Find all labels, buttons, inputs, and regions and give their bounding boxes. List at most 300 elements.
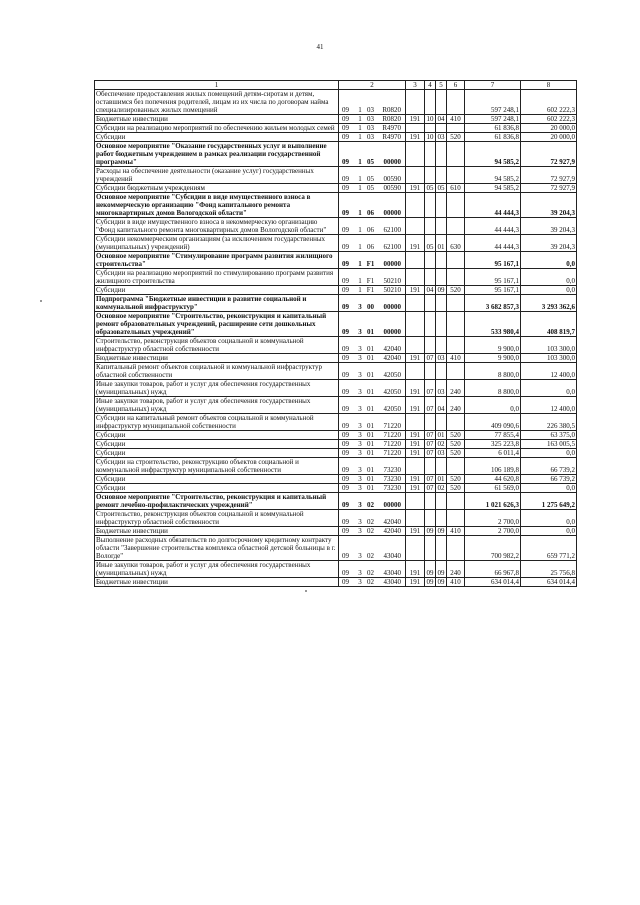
row-value-8: 0,0 [521, 380, 577, 397]
row-col4 [425, 90, 436, 115]
code-part: 09 [342, 431, 349, 439]
code-part: F1 [366, 286, 375, 294]
row-col3 [406, 414, 425, 431]
row-col4: 07 [426, 449, 434, 457]
row-code [339, 536, 406, 561]
row-value-8: 0,0 [521, 484, 577, 493]
code-part: 3 [358, 449, 362, 457]
row-code [339, 440, 406, 449]
row-name: Бюджетные инвестиции [95, 527, 339, 536]
row-value-7: 634 014,4 [465, 578, 521, 587]
row-col5 [436, 458, 447, 475]
code-part: 03 [367, 124, 374, 132]
row-col3: 191 [406, 354, 425, 363]
code-part: 09 [342, 345, 349, 353]
row-value-7: 95 167,1 [465, 252, 521, 269]
code-part: 3 [358, 371, 362, 379]
row-value-8: 226 380,5 [521, 414, 577, 431]
code-part: 00000 [383, 303, 401, 311]
row-value-8: 163 005,5 [521, 440, 577, 449]
row-value-8: 0,0 [521, 286, 577, 295]
code-part: 05 [367, 184, 374, 192]
row-col4: 07 [425, 380, 436, 397]
row-value-8: 72 927,9 [521, 167, 577, 184]
row-name: Основное мероприятие "Оказание государственных услуг и выполнение работ бюджетным учреждением в рамках реализации государственной программы" [95, 142, 339, 167]
row-col6 [447, 312, 465, 337]
row-col3: 191 [406, 578, 425, 587]
row-col3 [406, 90, 425, 115]
code-part: 00000 [383, 501, 401, 509]
row-col6: 410 [447, 527, 465, 536]
row-code [339, 493, 406, 510]
code-part: 43040 [383, 569, 401, 577]
row-col5 [436, 167, 447, 184]
code-part: 01 [367, 440, 374, 448]
row-col5: 05 [437, 184, 445, 192]
table-row [95, 269, 577, 286]
code-part: 1 [358, 124, 362, 132]
code-part: 09 [342, 209, 349, 217]
row-col4: 07 [426, 431, 434, 439]
row-value-8: 12 400,0 [521, 397, 577, 414]
row-value-8: 25 756,8 [521, 561, 577, 578]
code-part: 3 [358, 422, 362, 430]
row-col4: 10 [426, 133, 434, 141]
row-col6 [447, 414, 465, 431]
header-cell: 7 [465, 81, 521, 90]
row-col3: 191 [406, 286, 425, 295]
row-value-7: 61 836,8 [465, 124, 521, 133]
row-col4 [425, 414, 436, 431]
row-col6: 410 [447, 115, 465, 124]
row-col5: 03 [437, 449, 445, 457]
code-part: 06 [367, 209, 374, 217]
row-value-8: 0,0 [521, 252, 577, 269]
row-col4: 07 [426, 475, 434, 483]
row-code [339, 269, 406, 286]
row-value-8: 63 375,0 [521, 431, 577, 440]
code-part: 09 [342, 440, 349, 448]
row-code [339, 312, 406, 337]
row-col6 [447, 510, 465, 527]
row-name: Строительство, реконструкция объектов социальной и коммунальной инфраструктур областной собственности [95, 337, 339, 354]
row-col3: 191 [406, 440, 425, 449]
row-col4 [425, 337, 436, 354]
code-part: 09 [342, 527, 349, 535]
table-row [95, 124, 577, 133]
row-value-7: 325 223,8 [465, 440, 521, 449]
row-code [339, 484, 406, 493]
row-code [339, 193, 406, 218]
code-part: 09 [342, 569, 349, 577]
row-col5 [436, 295, 447, 312]
row-col5: 03 [436, 380, 447, 397]
row-col3: 191 [406, 184, 425, 193]
row-col4: 05 [426, 184, 434, 192]
header-cell: 3 [406, 81, 425, 90]
row-col6: 240 [447, 397, 465, 414]
row-value-7: 77 855,4 [465, 431, 521, 440]
row-name: Субсидии бюджетным учреждениям [95, 184, 339, 193]
row-col3: 191 [406, 431, 425, 440]
code-part: 01 [367, 345, 374, 353]
row-col6 [447, 536, 465, 561]
row-col3: 191 [406, 133, 425, 142]
code-part: 01 [367, 388, 374, 396]
row-value-7: 61 569,0 [465, 484, 521, 493]
row-value-7: 44 444,3 [465, 235, 521, 252]
row-code [339, 561, 406, 578]
row-col5 [436, 252, 447, 269]
code-part: 3 [358, 518, 362, 526]
row-col3: 191 [406, 475, 425, 484]
row-col3: 191 [406, 449, 425, 458]
code-part: 50210 [383, 277, 401, 285]
row-col5: 09 [437, 527, 445, 535]
row-col5 [436, 493, 447, 510]
row-value-7: 95 167,1 [465, 286, 521, 295]
row-col4: 09 [425, 561, 436, 578]
table-row [95, 252, 577, 269]
row-name: Субсидии на строительство, реконструкцию объектов социальной и коммунальной инфраструктур муниципальной собственности [95, 458, 339, 475]
code-part: 02 [367, 518, 374, 526]
row-col6: 520 [447, 440, 465, 449]
code-part: 73230 [383, 475, 401, 483]
code-part: 3 [358, 484, 362, 492]
code-part: 01 [367, 405, 374, 413]
row-name: Иные закупки товаров, работ и услуг для обеспечения государственных (муниципальных) нужд [95, 397, 339, 414]
table-row [95, 527, 577, 536]
table-row [95, 167, 577, 184]
code-part: 01 [367, 449, 374, 457]
row-value-8: 66 739,2 [521, 475, 577, 484]
row-value-7: 2 700,0 [465, 527, 521, 536]
row-col6 [447, 493, 465, 510]
code-part: 42040 [383, 527, 401, 535]
row-col6 [447, 295, 465, 312]
row-value-7: 44 444,3 [465, 218, 521, 235]
row-value-8: 72 927,9 [521, 142, 577, 167]
code-part: 03 [367, 115, 374, 123]
row-value-7: 8 800,0 [465, 380, 521, 397]
row-col5 [436, 536, 447, 561]
row-col4 [425, 493, 436, 510]
row-col3 [406, 337, 425, 354]
code-part: 00000 [383, 158, 401, 166]
row-col6: 630 [447, 235, 465, 252]
row-col4 [425, 510, 436, 527]
code-part: 09 [342, 475, 349, 483]
row-col5 [436, 142, 447, 167]
row-col6 [447, 458, 465, 475]
table-row [95, 536, 577, 561]
code-part: 02 [367, 569, 374, 577]
code-part: 09 [342, 286, 349, 294]
row-value-7: 66 967,8 [465, 561, 521, 578]
code-part: 62100 [383, 226, 401, 234]
row-code [339, 252, 406, 269]
row-value-7: 61 836,8 [465, 133, 521, 142]
code-part: 42050 [383, 388, 401, 396]
row-code [339, 578, 406, 587]
row-col5 [436, 414, 447, 431]
row-col4 [425, 269, 436, 286]
row-col5 [436, 337, 447, 354]
row-col3 [406, 218, 425, 235]
row-value-8: 39 204,3 [521, 193, 577, 218]
row-value-7: 1 021 626,3 [465, 493, 521, 510]
code-part: 50210 [383, 286, 401, 294]
row-col3: 191 [406, 561, 425, 578]
row-col6: 520 [447, 133, 465, 142]
row-name: Бюджетные инвестиции [95, 354, 339, 363]
code-part: 00590 [383, 184, 401, 192]
row-col3 [406, 312, 425, 337]
code-part: 43040 [383, 552, 401, 560]
row-code [339, 510, 406, 527]
code-part: 01 [367, 431, 374, 439]
table-row [95, 458, 577, 475]
table-row [95, 414, 577, 431]
row-col6: 410 [447, 578, 465, 587]
row-name: Обеспечение предоставления жилых помещений детям-сиротам и детям, оставшимся без попечения родителей, лицам из их числа по договорам найма специализированных жилых помещений [95, 90, 339, 115]
row-value-7: 44 620,8 [465, 475, 521, 484]
code-part: 02 [367, 578, 374, 586]
row-value-7: 2 700,0 [465, 510, 521, 527]
row-value-7: 409 090,6 [465, 414, 521, 431]
row-col5: 04 [436, 397, 447, 414]
row-col4 [425, 124, 436, 133]
row-name: Субсидии [95, 286, 339, 295]
code-part: 42040 [383, 354, 401, 362]
code-part: 3 [358, 345, 362, 353]
row-col6 [447, 142, 465, 167]
code-part: 09 [342, 175, 349, 183]
row-name: Субсидии [95, 431, 339, 440]
table-row [95, 493, 577, 510]
table-row [95, 312, 577, 337]
code-part: 00 [367, 303, 374, 311]
row-code [339, 142, 406, 167]
code-part: 01 [367, 484, 374, 492]
row-col5 [436, 312, 447, 337]
row-col6 [447, 167, 465, 184]
row-value-8: 602 222,3 [521, 115, 577, 124]
row-value-8: 20 000,0 [521, 124, 577, 133]
row-col3 [406, 124, 425, 133]
code-part: 42040 [383, 345, 401, 353]
row-col3 [406, 269, 425, 286]
row-col3 [406, 142, 425, 167]
table-row [95, 475, 577, 484]
row-col4 [425, 295, 436, 312]
code-part: 3 [358, 569, 362, 577]
code-part: 09 [342, 449, 349, 457]
code-part: 1 [358, 226, 362, 234]
row-col6: 520 [447, 475, 465, 484]
row-value-7: 44 444,3 [465, 193, 521, 218]
table-row [95, 363, 577, 380]
header-cell: 1 [95, 81, 339, 90]
code-part: 03 [367, 106, 374, 114]
code-part: 1 [358, 243, 362, 251]
code-part: 3 [358, 501, 362, 509]
row-col6: 240 [447, 380, 465, 397]
code-part: 01 [367, 328, 374, 336]
row-col6: 520 [447, 286, 465, 295]
code-part: 1 [358, 106, 362, 114]
code-part: 09 [342, 466, 349, 474]
row-value-8: 66 739,2 [521, 458, 577, 475]
row-col4 [425, 142, 436, 167]
row-name: Субсидии на реализацию мероприятий по обеспечению жильем молодых семей [95, 124, 339, 133]
code-part: 1 [358, 158, 362, 166]
code-part: 42050 [383, 371, 401, 379]
row-value-7: 700 982,2 [465, 536, 521, 561]
table-row [95, 397, 577, 414]
code-part: 09 [342, 388, 349, 396]
row-col6: 240 [447, 561, 465, 578]
code-part: 3 [358, 431, 362, 439]
row-value-7: 597 248,1 [465, 115, 521, 124]
row-col5 [436, 124, 447, 133]
row-col3: 191 [406, 235, 425, 252]
row-value-8: 659 771,2 [521, 536, 577, 561]
code-part: 02 [367, 527, 374, 535]
row-col5 [436, 193, 447, 218]
table-row [95, 449, 577, 458]
table-row [95, 235, 577, 252]
row-name: Субсидии [95, 440, 339, 449]
row-code [339, 363, 406, 380]
row-code [339, 354, 406, 363]
row-col4 [425, 218, 436, 235]
row-col3 [406, 252, 425, 269]
row-name: Выполнение расходных обязательств по долгосрочному кредитному контракту области "Завершение строительства комплекса областной детской больницы в г. Вологде" [95, 536, 339, 561]
row-col3 [406, 510, 425, 527]
row-col4: 07 [426, 440, 434, 448]
table-row [95, 510, 577, 527]
row-col3: 191 [406, 380, 425, 397]
code-part: 3 [358, 466, 362, 474]
page-number: 41 [316, 43, 324, 51]
row-value-8: 39 204,3 [521, 218, 577, 235]
code-part: 09 [342, 422, 349, 430]
row-name: Субсидии на капитальный ремонт объектов социальной и коммунальной инфраструктур муниципальной собственности [95, 414, 339, 431]
row-name: Основное мероприятие "Стимулирование программ развития жилищного строительства" [95, 252, 339, 269]
row-code [339, 527, 406, 536]
row-col5: 03 [437, 354, 445, 362]
row-col6 [447, 252, 465, 269]
code-part: 02 [367, 501, 374, 509]
row-col5 [436, 218, 447, 235]
row-col6 [447, 90, 465, 115]
row-code [339, 295, 406, 312]
row-value-8: 1 275 649,2 [521, 493, 577, 510]
code-part: F1 [366, 260, 375, 268]
row-code [339, 380, 406, 397]
header-cell: 8 [521, 81, 577, 90]
header-cell: 4 [425, 81, 436, 90]
code-part: 3 [358, 475, 362, 483]
row-name: Бюджетные инвестиции [95, 578, 339, 587]
row-name: Основное мероприятие "Строительство, реконструкция и капитальный ремонт лечебно-профилактических учреждений" [95, 493, 339, 510]
row-col3 [406, 493, 425, 510]
code-part: 09 [342, 578, 349, 586]
code-part: R0820 [382, 106, 401, 114]
row-col6: 520 [447, 449, 465, 458]
row-col3 [406, 295, 425, 312]
row-value-7: 106 189,8 [465, 458, 521, 475]
code-part: 73230 [383, 466, 401, 474]
row-col4: 09 [426, 578, 434, 586]
code-part: 00000 [383, 328, 401, 336]
row-name: Субсидии [95, 133, 339, 142]
row-code [339, 414, 406, 431]
code-part: 09 [342, 518, 349, 526]
code-part: 42040 [383, 518, 401, 526]
row-col5 [436, 363, 447, 380]
row-col4 [425, 536, 436, 561]
code-part: F1 [366, 277, 375, 285]
code-part: 42050 [383, 405, 401, 413]
code-part: R0820 [382, 115, 401, 123]
code-part: 06 [367, 243, 374, 251]
row-col6: 520 [447, 431, 465, 440]
margin-mark [305, 590, 307, 592]
row-col3 [406, 458, 425, 475]
row-value-7: 9 900,0 [465, 354, 521, 363]
code-part: R4970 [382, 124, 401, 132]
code-part: 01 [367, 466, 374, 474]
row-col6 [447, 193, 465, 218]
row-code [339, 286, 406, 295]
code-part: 09 [342, 243, 349, 251]
row-value-8: 0,0 [521, 449, 577, 458]
row-col3 [406, 363, 425, 380]
code-part: 62100 [383, 243, 401, 251]
row-col5: 09 [436, 561, 447, 578]
row-code [339, 475, 406, 484]
code-part: 1 [358, 209, 362, 217]
row-name: Иные закупки товаров, работ и услуг для обеспечения государственных (муниципальных) нужд [95, 561, 339, 578]
row-code [339, 115, 406, 124]
row-name: Подпрограмма "Бюджетные инвестиции в развитие социальной и коммунальной инфраструктур" [95, 295, 339, 312]
row-value-7: 6 011,4 [465, 449, 521, 458]
code-part: 3 [358, 328, 362, 336]
row-col5 [436, 269, 447, 286]
row-col6: 610 [447, 184, 465, 193]
row-code [339, 218, 406, 235]
row-value-8: 0,0 [521, 510, 577, 527]
row-value-8: 3 293 362,6 [521, 295, 577, 312]
code-part: 09 [342, 501, 349, 509]
row-col4 [425, 252, 436, 269]
row-value-7: 94 585,2 [465, 142, 521, 167]
row-value-8: 12 400,0 [521, 363, 577, 380]
row-col5: 02 [437, 484, 445, 492]
row-name: Субсидии [95, 449, 339, 458]
header-cell: 6 [447, 81, 465, 90]
code-part: 00590 [383, 175, 401, 183]
row-value-7: 533 980,4 [465, 312, 521, 337]
code-part: 71220 [383, 440, 401, 448]
row-col3 [406, 536, 425, 561]
row-value-8: 39 204,3 [521, 235, 577, 252]
code-part: 1 [358, 115, 362, 123]
row-name: Субсидии [95, 475, 339, 484]
header-row [95, 81, 577, 90]
